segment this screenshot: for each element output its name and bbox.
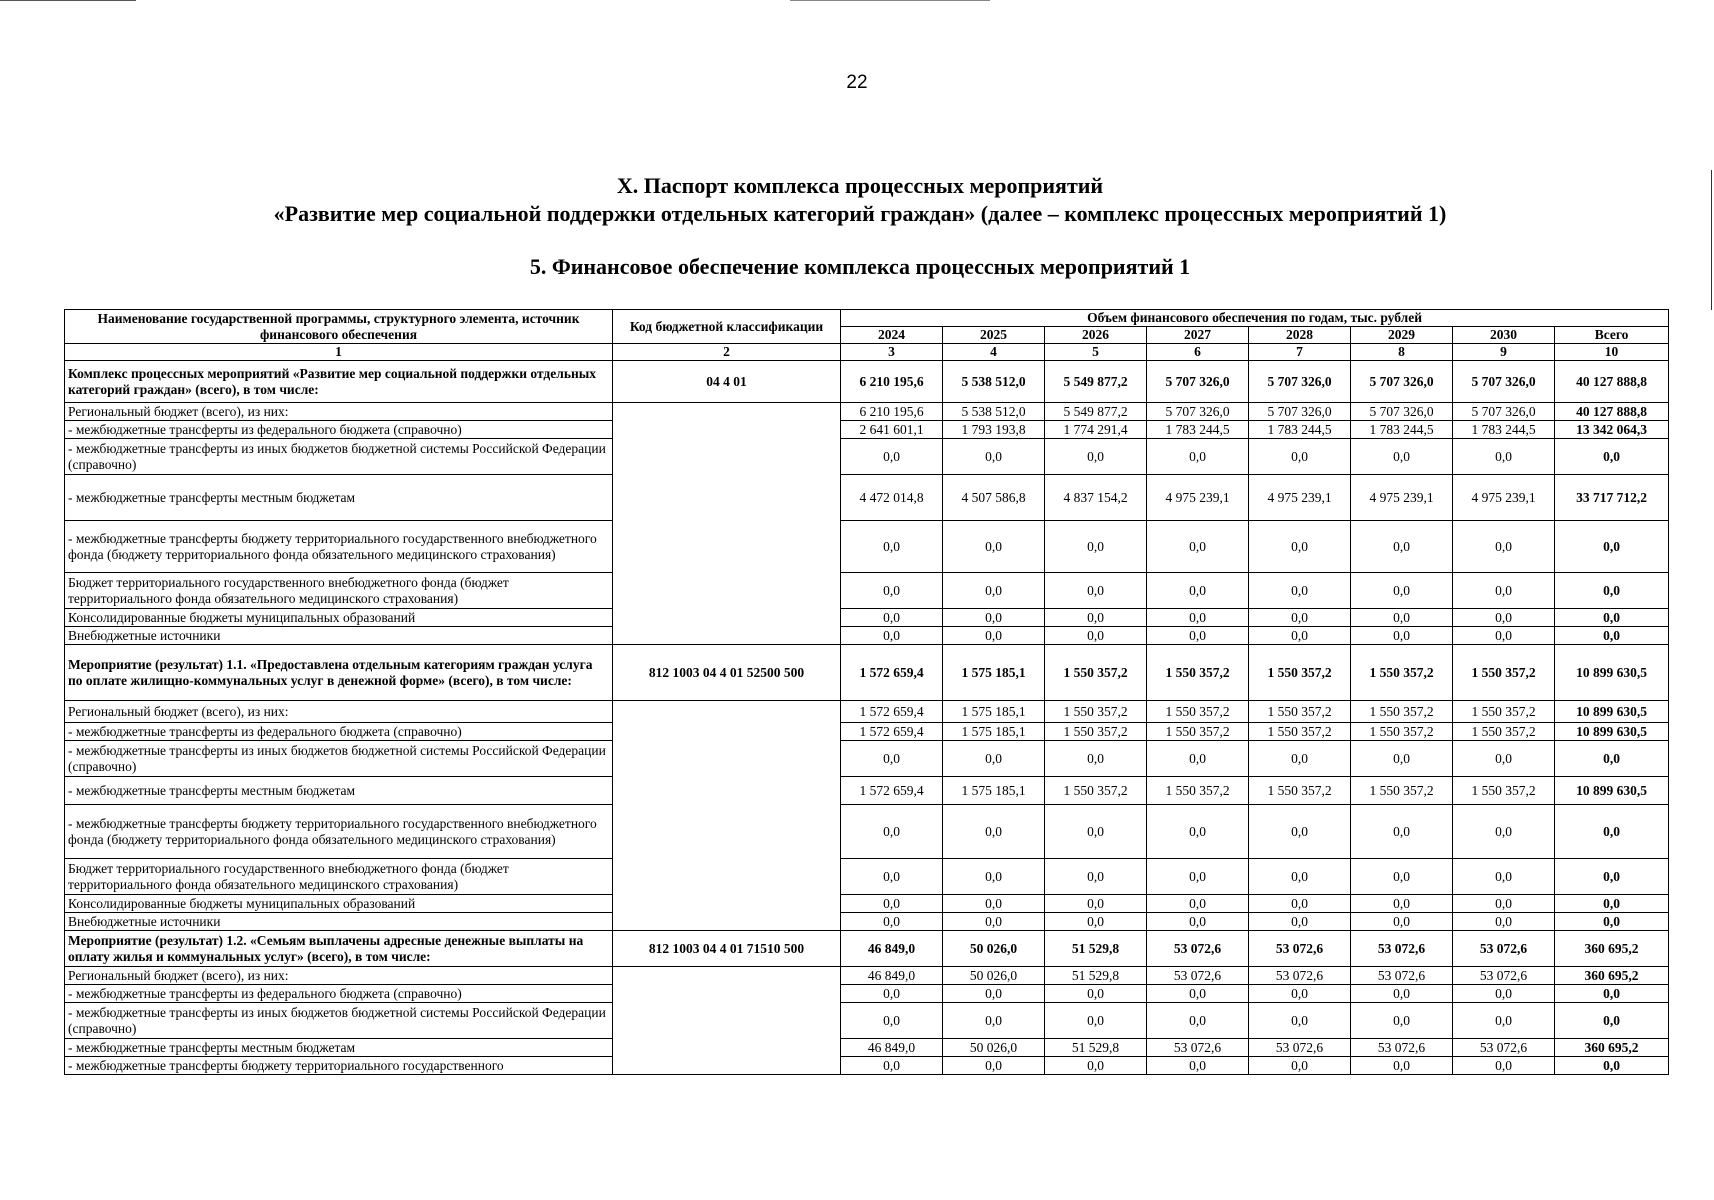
- row-year-value: 0,0: [1045, 1057, 1147, 1075]
- row-code: 04 4 01: [613, 361, 841, 403]
- header-volume-group: Объем финансового обеспечения по годам, тыс. рублей: [841, 310, 1669, 327]
- row-year-value: 1 550 357,2: [1147, 723, 1249, 741]
- row-year-value: 53 072,6: [1249, 967, 1351, 985]
- row-year-value: 46 849,0: [841, 967, 943, 985]
- page-number: 22: [846, 72, 868, 93]
- row-year-value: 0,0: [943, 859, 1045, 895]
- row-year-value: 0,0: [1045, 627, 1147, 645]
- row-name: Региональный бюджет (всего), из них:: [65, 403, 613, 421]
- row-year-value: 0,0: [841, 805, 943, 859]
- row-total-value: 0,0: [1555, 985, 1669, 1003]
- row-total-value: 0,0: [1555, 895, 1669, 913]
- col-number: 2: [613, 344, 841, 361]
- row-total-value: 10 899 630,5: [1555, 645, 1669, 701]
- top-scan-rule-center: [790, 0, 990, 1]
- row-name: Региональный бюджет (всего), из них:: [65, 967, 613, 985]
- row-total-value: 10 899 630,5: [1555, 723, 1669, 741]
- row-year-value: 2 641 601,1: [841, 421, 943, 439]
- row-code: 812 1003 04 4 01 52500 500: [613, 645, 841, 701]
- document-title: [60, 172, 1660, 228]
- row-year-value: 6 210 195,6: [841, 361, 943, 403]
- row-year-value: 0,0: [1045, 439, 1147, 475]
- row-year-value: 53 072,6: [1147, 1039, 1249, 1057]
- row-year-value: 0,0: [943, 1057, 1045, 1075]
- row-year-value: 0,0: [841, 859, 943, 895]
- row-year-value: 0,0: [1351, 859, 1453, 895]
- row-year-value: 0,0: [1045, 521, 1147, 573]
- row-year-value: 0,0: [1453, 521, 1555, 573]
- row-name: Консолидированные бюджеты муниципальных образований: [65, 609, 613, 627]
- table-row: [65, 931, 1669, 967]
- row-year-value: 53 072,6: [1453, 1039, 1555, 1057]
- row-year-value: 0,0: [1249, 741, 1351, 777]
- title-line-1: X. Паспорт комплекса процессных мероприятий: [616, 173, 1104, 198]
- row-name: - межбюджетные трансферты из иных бюджетов бюджетной системы Российской Федерации (справочно): [65, 1003, 613, 1039]
- row-year-value: 0,0: [1147, 521, 1249, 573]
- row-year-value: 51 529,8: [1045, 931, 1147, 967]
- row-year-value: 1 572 659,4: [841, 777, 943, 805]
- row-year-value: 1 572 659,4: [841, 723, 943, 741]
- table-row: [65, 723, 1669, 741]
- row-name: - межбюджетные трансферты из федерального бюджета (справочно): [65, 985, 613, 1003]
- row-year-value: 0,0: [841, 895, 943, 913]
- table-row: [65, 361, 1669, 403]
- row-year-value: 1 783 244,5: [1351, 421, 1453, 439]
- header-name: Наименование государственной программы, структурного элемента, источник финансового обеспечения: [65, 310, 613, 344]
- row-year-value: 0,0: [1045, 985, 1147, 1003]
- row-year-value: 0,0: [1453, 859, 1555, 895]
- code-empty-cell: [613, 967, 841, 1075]
- row-year-value: 0,0: [1147, 985, 1249, 1003]
- row-year-value: 0,0: [943, 805, 1045, 859]
- table-row: [65, 421, 1669, 439]
- row-total-value: 0,0: [1555, 741, 1669, 777]
- table-row: [65, 521, 1669, 573]
- row-year-value: 1 793 193,8: [943, 421, 1045, 439]
- row-year-value: 0,0: [943, 573, 1045, 609]
- row-total-value: 360 695,2: [1555, 967, 1669, 985]
- row-year-value: 1 575 185,1: [943, 701, 1045, 723]
- row-total-value: 0,0: [1555, 913, 1669, 931]
- row-year-value: 0,0: [1249, 1057, 1351, 1075]
- financing-table: [64, 309, 1669, 1075]
- row-year-value: 0,0: [1147, 859, 1249, 895]
- table-row: [65, 985, 1669, 1003]
- header-year: 2026: [1045, 327, 1147, 344]
- row-year-value: 46 849,0: [841, 1039, 943, 1057]
- table-body: [65, 361, 1669, 1075]
- row-year-value: 0,0: [1351, 609, 1453, 627]
- row-year-value: 0,0: [1045, 895, 1147, 913]
- row-year-value: 0,0: [1453, 609, 1555, 627]
- row-year-value: 1 550 357,2: [1453, 701, 1555, 723]
- table-row: [65, 895, 1669, 913]
- row-year-value: 0,0: [1045, 913, 1147, 931]
- row-year-value: 0,0: [1249, 521, 1351, 573]
- row-year-value: 0,0: [1147, 913, 1249, 931]
- row-year-value: 5 549 877,2: [1045, 361, 1147, 403]
- right-scan-rule: [1711, 170, 1712, 310]
- col-number: 3: [841, 344, 943, 361]
- row-total-value: 0,0: [1555, 805, 1669, 859]
- row-code: 812 1003 04 4 01 71510 500: [613, 931, 841, 967]
- row-year-value: 5 707 326,0: [1351, 403, 1453, 421]
- row-total-value: 10 899 630,5: [1555, 701, 1669, 723]
- row-name: Бюджет территориального государственного внебюджетного фонда (бюджет территориального фонда обязательного медицинского страхования): [65, 573, 613, 609]
- row-name: - межбюджетные трансферты из федерального бюджета (справочно): [65, 723, 613, 741]
- row-name: - межбюджетные трансферты из иных бюджетов бюджетной системы Российской Федерации (справочно): [65, 439, 613, 475]
- row-year-value: 0,0: [943, 741, 1045, 777]
- row-year-value: 0,0: [1351, 439, 1453, 475]
- row-year-value: 50 026,0: [943, 967, 1045, 985]
- header-total: Всего: [1555, 327, 1669, 344]
- row-year-value: 1 550 357,2: [1249, 645, 1351, 701]
- row-year-value: 0,0: [1351, 741, 1453, 777]
- row-name: - межбюджетные трансферты бюджету территориального государственного внебюджетного фонда (бюджету территориального фонда обязательного медицинского страхования): [65, 805, 613, 859]
- row-year-value: 1 550 357,2: [1147, 777, 1249, 805]
- code-empty-cell: [613, 701, 841, 931]
- row-year-value: 0,0: [1453, 1003, 1555, 1039]
- row-name: Внебюджетные источники: [65, 627, 613, 645]
- row-total-value: 0,0: [1555, 439, 1669, 475]
- row-year-value: 1 550 357,2: [1351, 701, 1453, 723]
- row-year-value: 6 210 195,6: [841, 403, 943, 421]
- row-name: - межбюджетные трансферты бюджету территориального государственного: [65, 1057, 613, 1075]
- row-name: Внебюджетные источники: [65, 913, 613, 931]
- row-year-value: 51 529,8: [1045, 1039, 1147, 1057]
- row-year-value: 50 026,0: [943, 1039, 1045, 1057]
- col-number: 6: [1147, 344, 1249, 361]
- row-year-value: 0,0: [1453, 985, 1555, 1003]
- table-row: [65, 475, 1669, 521]
- row-year-value: 1 575 185,1: [943, 777, 1045, 805]
- table-row: [65, 1057, 1669, 1075]
- table-row: [65, 805, 1669, 859]
- row-year-value: 5 707 326,0: [1453, 403, 1555, 421]
- row-name: - межбюджетные трансферты местным бюджетам: [65, 1039, 613, 1057]
- row-total-value: 0,0: [1555, 573, 1669, 609]
- row-year-value: 0,0: [1249, 573, 1351, 609]
- row-year-value: 1 550 357,2: [1045, 723, 1147, 741]
- row-year-value: 0,0: [943, 627, 1045, 645]
- row-year-value: 4 975 239,1: [1351, 475, 1453, 521]
- row-year-value: 4 975 239,1: [1249, 475, 1351, 521]
- row-year-value: 0,0: [1249, 609, 1351, 627]
- row-year-value: 0,0: [1147, 895, 1249, 913]
- row-year-value: 0,0: [1147, 1057, 1249, 1075]
- row-year-value: 5 707 326,0: [1453, 361, 1555, 403]
- row-name: - межбюджетные трансферты из федерального бюджета (справочно): [65, 421, 613, 439]
- row-year-value: 0,0: [841, 985, 943, 1003]
- row-year-value: 1 550 357,2: [1453, 777, 1555, 805]
- row-year-value: 53 072,6: [1453, 931, 1555, 967]
- row-year-value: 53 072,6: [1453, 967, 1555, 985]
- table-row: [65, 1003, 1669, 1039]
- row-year-value: 0,0: [1453, 805, 1555, 859]
- row-year-value: 0,0: [1147, 609, 1249, 627]
- row-year-value: 4 837 154,2: [1045, 475, 1147, 521]
- row-year-value: 0,0: [841, 439, 943, 475]
- row-year-value: 1 774 291,4: [1045, 421, 1147, 439]
- row-year-value: 0,0: [943, 521, 1045, 573]
- row-year-value: 53 072,6: [1351, 967, 1453, 985]
- row-year-value: 0,0: [1045, 859, 1147, 895]
- row-year-value: 0,0: [841, 1003, 943, 1039]
- row-year-value: 0,0: [1045, 1003, 1147, 1039]
- row-year-value: 0,0: [1249, 1003, 1351, 1039]
- row-year-value: 1 550 357,2: [1351, 777, 1453, 805]
- row-year-value: 0,0: [1351, 627, 1453, 645]
- row-year-value: 0,0: [1147, 439, 1249, 475]
- row-year-value: 0,0: [841, 609, 943, 627]
- row-name: Мероприятие (результат) 1.1. «Предоставлена отдельным категориям граждан услуга по оплате жилищно-коммунальных услуг в денежной форме» (всего), в том числе:: [65, 645, 613, 701]
- col-number: 7: [1249, 344, 1351, 361]
- row-year-value: 46 849,0: [841, 931, 943, 967]
- row-year-value: 1 550 357,2: [1249, 723, 1351, 741]
- row-year-value: 0,0: [1453, 573, 1555, 609]
- row-year-value: 0,0: [1249, 895, 1351, 913]
- row-total-value: 33 717 712,2: [1555, 475, 1669, 521]
- row-year-value: 0,0: [1147, 1003, 1249, 1039]
- row-year-value: 5 707 326,0: [1147, 361, 1249, 403]
- row-year-value: 0,0: [841, 521, 943, 573]
- row-year-value: 0,0: [1249, 627, 1351, 645]
- row-name: Мероприятие (результат) 1.2. «Семьям выплачены адресные денежные выплаты на оплату жилья и коммунальных услуг» (всего), в том числе:: [65, 931, 613, 967]
- row-year-value: 1 550 357,2: [1453, 645, 1555, 701]
- row-total-value: 0,0: [1555, 627, 1669, 645]
- row-year-value: 0,0: [943, 1003, 1045, 1039]
- row-year-value: 0,0: [1147, 741, 1249, 777]
- row-year-value: 0,0: [1045, 805, 1147, 859]
- row-year-value: 0,0: [1351, 895, 1453, 913]
- row-year-value: 0,0: [1045, 573, 1147, 609]
- row-year-value: 53 072,6: [1351, 1039, 1453, 1057]
- row-year-value: 0,0: [1453, 913, 1555, 931]
- row-year-value: 1 575 185,1: [943, 723, 1045, 741]
- row-year-value: 50 026,0: [943, 931, 1045, 967]
- row-name: Консолидированные бюджеты муниципальных образований: [65, 895, 613, 913]
- row-total-value: 13 342 064,3: [1555, 421, 1669, 439]
- table-row: [65, 701, 1669, 723]
- row-name: - межбюджетные трансферты из иных бюджетов бюджетной системы Российской Федерации (справочно): [65, 741, 613, 777]
- row-year-value: 0,0: [841, 573, 943, 609]
- column-number-row: [65, 344, 1669, 361]
- table-row: [65, 777, 1669, 805]
- row-year-value: 1 550 357,2: [1045, 777, 1147, 805]
- table-row: [65, 627, 1669, 645]
- row-year-value: 53 072,6: [1351, 931, 1453, 967]
- row-year-value: 1 572 659,4: [841, 645, 943, 701]
- row-year-value: 1 550 357,2: [1351, 645, 1453, 701]
- header-year: 2030: [1453, 327, 1555, 344]
- row-year-value: 5 707 326,0: [1249, 361, 1351, 403]
- section-title: 5. Финансовое обеспечение комплекса процессных мероприятий 1: [529, 254, 1191, 279]
- row-year-value: 0,0: [1351, 1003, 1453, 1039]
- row-name: Региональный бюджет (всего), из них:: [65, 701, 613, 723]
- col-number: 9: [1453, 344, 1555, 361]
- row-year-value: 51 529,8: [1045, 967, 1147, 985]
- row-year-value: 5 538 512,0: [943, 361, 1045, 403]
- row-name: Комплекс процессных мероприятий «Развитие мер социальной поддержки отдельных категорий граждан» (всего), в том числе:: [65, 361, 613, 403]
- row-year-value: 1 550 357,2: [1147, 645, 1249, 701]
- row-year-value: 0,0: [1249, 985, 1351, 1003]
- row-year-value: 1 550 357,2: [1045, 701, 1147, 723]
- row-year-value: 0,0: [1249, 439, 1351, 475]
- row-year-value: 0,0: [1045, 741, 1147, 777]
- table-row: [65, 1039, 1669, 1057]
- row-total-value: 0,0: [1555, 1003, 1669, 1039]
- row-name: Бюджет территориального государственного внебюджетного фонда (бюджет территориального фонда обязательного медицинского страхования): [65, 859, 613, 895]
- row-year-value: 1 572 659,4: [841, 701, 943, 723]
- row-year-value: 0,0: [1249, 913, 1351, 931]
- row-year-value: 0,0: [1351, 573, 1453, 609]
- table-row: [65, 645, 1669, 701]
- row-year-value: 4 975 239,1: [1453, 475, 1555, 521]
- row-year-value: 53 072,6: [1147, 967, 1249, 985]
- row-year-value: 0,0: [841, 1057, 943, 1075]
- row-year-value: 0,0: [1045, 609, 1147, 627]
- row-total-value: 40 127 888,8: [1555, 403, 1669, 421]
- row-year-value: 0,0: [1453, 741, 1555, 777]
- row-year-value: 1 783 244,5: [1249, 421, 1351, 439]
- row-name: - межбюджетные трансферты местным бюджетам: [65, 777, 613, 805]
- row-year-value: 0,0: [1453, 439, 1555, 475]
- row-year-value: 0,0: [943, 895, 1045, 913]
- row-year-value: 0,0: [1249, 859, 1351, 895]
- row-year-value: 0,0: [841, 741, 943, 777]
- col-number: 5: [1045, 344, 1147, 361]
- header-year: 2027: [1147, 327, 1249, 344]
- row-year-value: 1 783 244,5: [1453, 421, 1555, 439]
- row-year-value: 0,0: [1147, 805, 1249, 859]
- row-year-value: 1 575 185,1: [943, 645, 1045, 701]
- row-total-value: 360 695,2: [1555, 931, 1669, 967]
- header-year: 2028: [1249, 327, 1351, 344]
- row-year-value: 0,0: [943, 913, 1045, 931]
- row-total-value: 0,0: [1555, 521, 1669, 573]
- row-year-value: 0,0: [1351, 521, 1453, 573]
- row-total-value: 40 127 888,8: [1555, 361, 1669, 403]
- row-year-value: 1 550 357,2: [1249, 701, 1351, 723]
- row-year-value: 5 707 326,0: [1351, 361, 1453, 403]
- table-row: [65, 439, 1669, 475]
- row-year-value: 0,0: [841, 627, 943, 645]
- row-year-value: 53 072,6: [1249, 931, 1351, 967]
- row-total-value: 0,0: [1555, 609, 1669, 627]
- row-year-value: 1 550 357,2: [1453, 723, 1555, 741]
- row-year-value: 0,0: [943, 609, 1045, 627]
- table-row: [65, 859, 1669, 895]
- row-year-value: 0,0: [1351, 1057, 1453, 1075]
- table-row: [65, 403, 1669, 421]
- row-year-value: 1 550 357,2: [1045, 645, 1147, 701]
- row-year-value: 0,0: [1453, 1057, 1555, 1075]
- col-number: 8: [1351, 344, 1453, 361]
- row-year-value: 4 975 239,1: [1147, 475, 1249, 521]
- row-year-value: 4 472 014,8: [841, 475, 943, 521]
- row-total-value: 0,0: [1555, 859, 1669, 895]
- row-year-value: 1 783 244,5: [1147, 421, 1249, 439]
- row-total-value: 0,0: [1555, 1057, 1669, 1075]
- header-code: Код бюджетной классификации: [613, 310, 841, 344]
- row-year-value: 1 550 357,2: [1147, 701, 1249, 723]
- header-year: 2029: [1351, 327, 1453, 344]
- row-year-value: 0,0: [1351, 985, 1453, 1003]
- col-number: 1: [65, 344, 613, 361]
- row-year-value: 0,0: [943, 439, 1045, 475]
- table-row: [65, 609, 1669, 627]
- header-year: 2025: [943, 327, 1045, 344]
- row-year-value: 0,0: [1351, 913, 1453, 931]
- top-scan-rule-left: [0, 0, 136, 1]
- row-year-value: 0,0: [1147, 627, 1249, 645]
- row-year-value: 1 550 357,2: [1249, 777, 1351, 805]
- row-name: - межбюджетные трансферты местным бюджетам: [65, 475, 613, 521]
- row-year-value: 5 707 326,0: [1147, 403, 1249, 421]
- row-year-value: 5 549 877,2: [1045, 403, 1147, 421]
- row-total-value: 10 899 630,5: [1555, 777, 1669, 805]
- row-year-value: 0,0: [1351, 805, 1453, 859]
- code-empty-cell: [613, 403, 841, 645]
- table-row: [65, 913, 1669, 931]
- table-row: [65, 741, 1669, 777]
- row-year-value: 53 072,6: [1249, 1039, 1351, 1057]
- row-year-value: 5 538 512,0: [943, 403, 1045, 421]
- row-total-value: 360 695,2: [1555, 1039, 1669, 1057]
- row-year-value: 0,0: [943, 985, 1045, 1003]
- table-row: [65, 573, 1669, 609]
- row-year-value: 53 072,6: [1147, 931, 1249, 967]
- row-year-value: 0,0: [1249, 805, 1351, 859]
- row-year-value: 0,0: [1147, 573, 1249, 609]
- header-year: 2024: [841, 327, 943, 344]
- col-number: 10: [1555, 344, 1669, 361]
- table-row: [65, 967, 1669, 985]
- row-year-value: 5 707 326,0: [1249, 403, 1351, 421]
- row-year-value: 4 507 586,8: [943, 475, 1045, 521]
- row-year-value: 0,0: [1453, 895, 1555, 913]
- col-number: 4: [943, 344, 1045, 361]
- title-line-2: «Развитие мер социальной поддержки отдельных категорий граждан» (далее – комплекс процессных мероприятий 1): [273, 201, 1447, 226]
- row-year-value: 0,0: [841, 913, 943, 931]
- row-year-value: 0,0: [1453, 627, 1555, 645]
- row-name: - межбюджетные трансферты бюджету территориального государственного внебюджетного фонда (бюджету территориального фонда обязательного медицинского страхования): [65, 521, 613, 573]
- row-year-value: 1 550 357,2: [1351, 723, 1453, 741]
